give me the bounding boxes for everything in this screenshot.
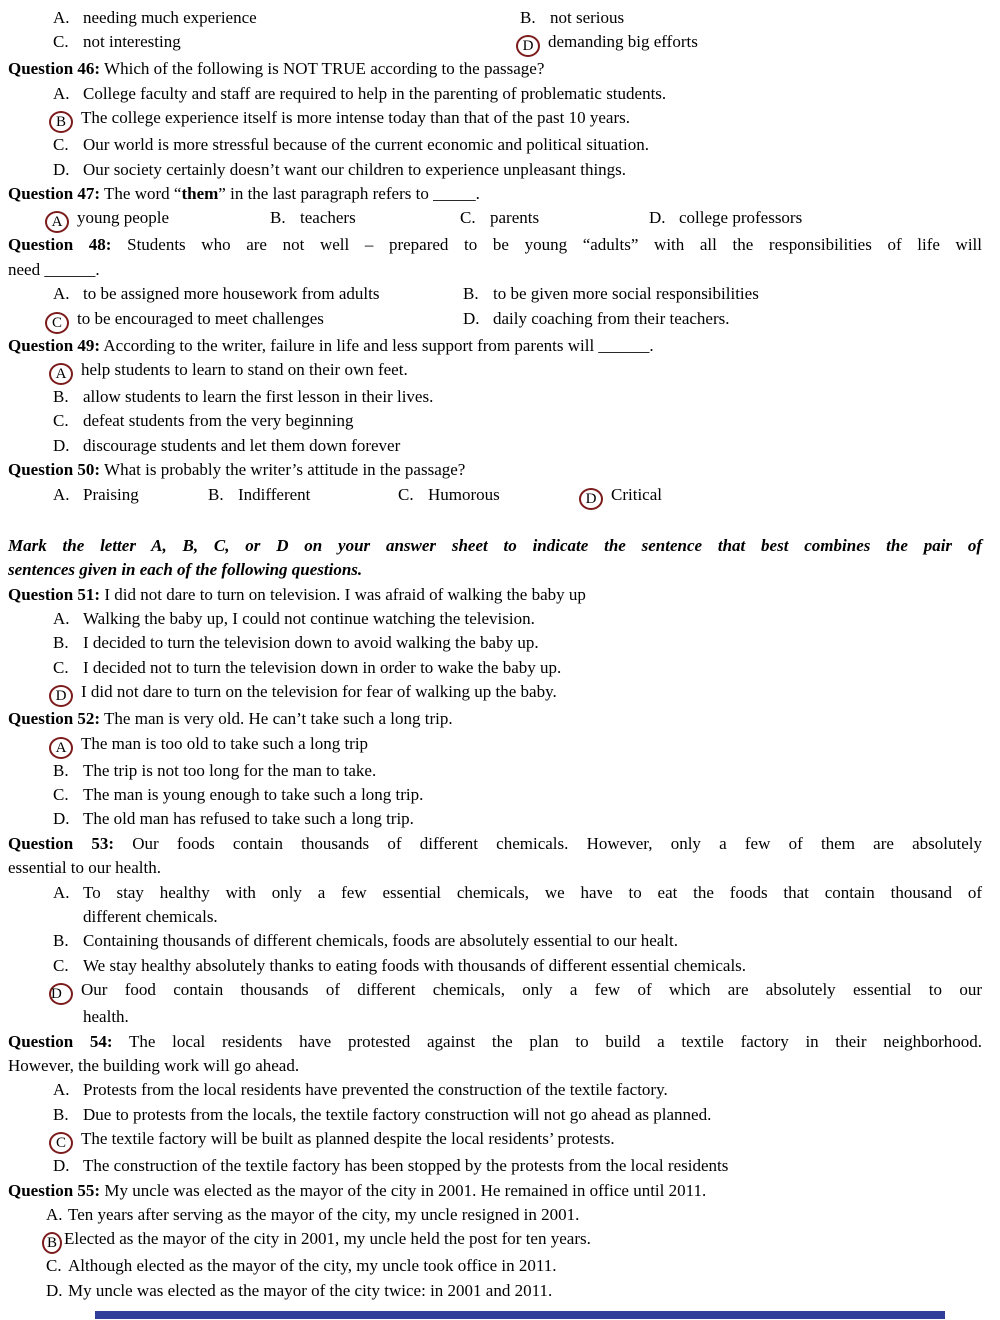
options-row [8, 30, 982, 57]
option-letter: A. [53, 8, 70, 27]
option-letter: B. [53, 387, 69, 407]
answer-circle: D [49, 983, 73, 1005]
option-cell [53, 282, 463, 306]
option-letter: B. [463, 284, 479, 304]
option-letter: B. [53, 931, 69, 951]
question-label: Question 54: [8, 1031, 113, 1051]
option-text: My uncle was elected as the mayor of the city twice: in 2001 and 2011. [68, 1280, 553, 1300]
question-line [8, 583, 982, 607]
answer-circle: B [49, 111, 73, 133]
option-text: The construction of the textile factory has been stopped by the protests from the local residents [83, 1156, 729, 1176]
option-letter: A. [53, 1080, 70, 1100]
option-cell [649, 206, 802, 233]
option-cell [49, 206, 270, 233]
option-text: College faculty and staff are required to help in the parenting of problematic students. [83, 83, 667, 103]
option-text: The man is young enough to take such a long trip. [83, 784, 424, 804]
continuation-line [8, 258, 982, 282]
options-row [8, 307, 982, 334]
option-text: The textile factory will be built as planned despite the local residents’ protests. [81, 1129, 615, 1149]
option-letter: C. [53, 32, 69, 52]
option-text: Elected as the mayor of the city in 2001, my uncle held the post for ten years. [64, 1229, 591, 1249]
answer-circle: D [49, 685, 73, 707]
continuation-line [8, 1005, 982, 1029]
option-letter: C. [53, 784, 69, 804]
question-text: According to the writer, failure in life and less support from parents will ______. [103, 335, 654, 355]
option-line [8, 1154, 982, 1178]
option-line [8, 631, 982, 655]
question-text: Our foods contain thousands of different chemicals. However, only a few of them are absolutely [132, 833, 982, 853]
option-text: to be given more social responsibilities [493, 284, 759, 304]
option-line [8, 759, 982, 783]
question-line [8, 1030, 982, 1054]
option-text: Although elected as the mayor of the city, my uncle took office in 2011. [68, 1256, 557, 1276]
continuation-text: However, the building work will go ahead. [8, 1056, 300, 1075]
option-letter: B. [208, 484, 224, 504]
option-text: to be assigned more housework from adults [83, 284, 380, 304]
option-line [8, 1203, 982, 1227]
option-text: teachers [300, 208, 356, 228]
question-keyword: them [181, 184, 219, 204]
question-line [8, 182, 982, 206]
question-text: The word “ [104, 184, 182, 204]
option-line [8, 82, 982, 106]
option-text: The college experience itself is more intense today than that of the past 10 years. [81, 108, 630, 128]
option-line [8, 106, 982, 133]
option-text: The man is too old to take such a long trip [81, 733, 369, 753]
answer-circle: B [42, 1232, 62, 1254]
question-label: Question 48: [8, 235, 112, 255]
question-text: ” in the last paragraph refers to _____. [218, 184, 480, 204]
option-line [8, 1078, 982, 1102]
option-letter: B. [53, 1104, 69, 1124]
option-text: The old man has refused to take such a long trip. [83, 809, 414, 829]
question-text: I did not dare to turn on television. I was afraid of walking the baby up [104, 584, 586, 604]
option-line [8, 680, 982, 707]
option-line [8, 158, 982, 182]
option-letter: D. [53, 159, 70, 179]
option-letter: C. [460, 208, 476, 228]
option-line [8, 807, 982, 831]
answer-circle: A [49, 737, 73, 759]
options-row [8, 6, 982, 30]
question-line [8, 233, 982, 257]
option-line [8, 133, 982, 157]
option-text: I decided to turn the television down to avoid walking the baby up. [83, 633, 539, 653]
option-text: We stay healthy absolutely thanks to eating foods with thousands of different essential chemicals. [83, 955, 747, 975]
option-text: not serious [550, 8, 625, 27]
option-line [8, 385, 982, 409]
footer-bar [95, 1311, 945, 1319]
option-text: parents [490, 208, 540, 228]
answer-circle: A [45, 211, 69, 233]
question-text: The local residents have protested against the plan to build a textile factory in their neighborhood. [129, 1031, 982, 1051]
option-letter: D. [649, 208, 666, 228]
continuation-text: health. [83, 1007, 129, 1027]
option-text: Containing thousands of different chemicals, foods are absolutely essential to our healt. [83, 931, 679, 951]
options-row [8, 206, 982, 233]
option-text: Indifferent [238, 484, 311, 504]
question-label: Question 47: [8, 184, 101, 204]
option-cell [463, 282, 759, 306]
option-letter: D. [463, 308, 480, 328]
answer-circle: D [516, 35, 540, 57]
option-line [8, 607, 982, 631]
option-letter: D. [46, 1280, 63, 1300]
question-line [8, 707, 982, 731]
question-label: Question 55: [8, 1180, 101, 1200]
option-letter: D. [53, 435, 70, 455]
option-text: Our world is more stressful because of the current economic and political situation. [83, 135, 650, 155]
option-cell [520, 6, 624, 30]
instruction-text: Mark the letter A, B, C, or D on your answer sheet to indicate the sentence that best combines the pair of [8, 535, 982, 555]
option-line [8, 954, 982, 978]
question-text: Which of the following is NOT TRUE according to the passage? [104, 59, 545, 79]
question-text: Students who are not well – prepared to be young “adults” with all the responsibilities of life will [127, 235, 982, 255]
option-cell [208, 483, 398, 510]
option-letter: C. [46, 1256, 62, 1276]
option-cell [463, 307, 729, 334]
option-cell [270, 206, 460, 233]
option-text: The trip is not too long for the man to take. [83, 760, 377, 780]
option-text: Praising [83, 484, 139, 504]
blank-line [8, 510, 982, 534]
option-line [8, 978, 982, 1005]
answer-circle: D [579, 488, 603, 510]
option-text: Humorous [428, 484, 500, 504]
option-cell [53, 483, 208, 510]
option-line [8, 358, 982, 385]
continuation-text: need ______. [8, 259, 100, 279]
option-letter: C. [53, 955, 69, 975]
option-letter: A. [53, 608, 70, 628]
option-cell [53, 30, 520, 57]
option-line [8, 1254, 982, 1278]
section-instruction [8, 534, 982, 558]
option-text: college professors [679, 208, 803, 228]
option-letter: B. [520, 8, 536, 27]
option-text: Due to protests from the locals, the textile factory construction will not go ahead as planned. [83, 1104, 712, 1124]
question-line [8, 334, 982, 358]
question-line [8, 832, 982, 856]
option-text: Ten years after serving as the mayor of the city, my uncle resigned in 2001. [68, 1205, 580, 1225]
question-label: Question 51: [8, 584, 101, 604]
option-cell [460, 206, 649, 233]
option-letter: C. [398, 484, 414, 504]
option-cell [520, 30, 698, 57]
question-line [8, 458, 982, 482]
option-text: help students to learn to stand on their own feet. [81, 360, 408, 380]
option-letter: B. [53, 633, 69, 653]
option-line [8, 1279, 982, 1303]
question-label: Question 52: [8, 709, 101, 729]
continuation-line [8, 856, 982, 880]
option-letter: A. [53, 284, 70, 304]
option-letter: A. [53, 882, 70, 902]
option-letter: C. [53, 135, 69, 155]
option-text: needing much experience [83, 8, 257, 27]
instruction-text: sentences given in each of the following questions. [8, 560, 363, 580]
question-line [8, 57, 982, 81]
option-line [8, 1103, 982, 1127]
answer-circle: A [49, 363, 73, 385]
option-text: Walking the baby up, I could not continue watching the television. [83, 608, 535, 628]
question-label: Question 53: [8, 833, 115, 853]
option-text: demanding big efforts [548, 32, 698, 52]
option-letter: B. [53, 760, 69, 780]
option-letter: A. [46, 1205, 63, 1225]
option-line [8, 732, 982, 759]
option-line [8, 434, 982, 458]
option-letter: C. [53, 411, 69, 431]
option-text: young people [77, 208, 170, 228]
option-letter: D. [53, 809, 70, 829]
option-text: not interesting [83, 32, 181, 52]
section-instruction [8, 558, 982, 582]
question-label: Question 46: [8, 59, 101, 79]
option-line [8, 656, 982, 680]
option-letter: C. [53, 657, 69, 677]
continuation-text: essential to our health. [8, 858, 161, 878]
option-text: defeat students from the very beginning [83, 411, 354, 431]
option-text: daily coaching from their teachers. [493, 308, 730, 328]
option-letter: A. [53, 484, 70, 504]
option-text: Our food contain thousands of different chemicals, only a few of which are absolutely essential to our [81, 980, 982, 1000]
question-label: Question 49: [8, 335, 101, 355]
option-cell [583, 483, 662, 510]
option-letter: D. [53, 1156, 70, 1176]
answer-circle: C [45, 312, 69, 334]
answer-circle: C [49, 1132, 73, 1154]
option-text: Our society certainly doesn’t want our children to experience unpleasant things. [83, 159, 627, 179]
option-text: I decided not to turn the television down in order to wake the baby up. [83, 657, 562, 677]
option-text: To stay healthy with only a few essential chemicals, we have to eat the foods that contain thousand of [83, 882, 982, 902]
question-text: The man is very old. He can’t take such a long trip. [104, 709, 453, 729]
option-line [8, 1127, 982, 1154]
option-line [8, 409, 982, 433]
options-row [8, 282, 982, 306]
option-text: discourage students and let them down forever [83, 435, 401, 455]
option-letter: A. [53, 83, 70, 103]
continuation-text: different chemicals. [83, 906, 218, 926]
options-row [8, 483, 982, 510]
continuation-line [8, 1054, 982, 1078]
option-text: Protests from the local residents have prevented the construction of the textile factory. [83, 1080, 668, 1100]
option-cell [49, 307, 463, 334]
option-cell [53, 6, 520, 30]
option-cell [398, 483, 583, 510]
option-line [8, 881, 982, 905]
question-text: What is probably the writer’s attitude in the passage? [104, 460, 466, 480]
question-label: Question 50: [8, 460, 101, 480]
question-line [8, 1179, 982, 1203]
option-text: allow students to learn the first lesson in their lives. [83, 387, 434, 407]
option-line [8, 783, 982, 807]
continuation-line [8, 905, 982, 929]
option-text: to be encouraged to meet challenges [77, 308, 324, 328]
option-line [8, 1227, 982, 1254]
option-text: I did not dare to turn on the television for fear of walking up the baby. [81, 682, 557, 702]
option-text: Critical [611, 484, 662, 504]
option-line [8, 929, 982, 953]
option-letter: B. [270, 208, 286, 228]
question-text: My uncle was elected as the mayor of the city in 2001. He remained in office until 2011. [104, 1180, 707, 1200]
